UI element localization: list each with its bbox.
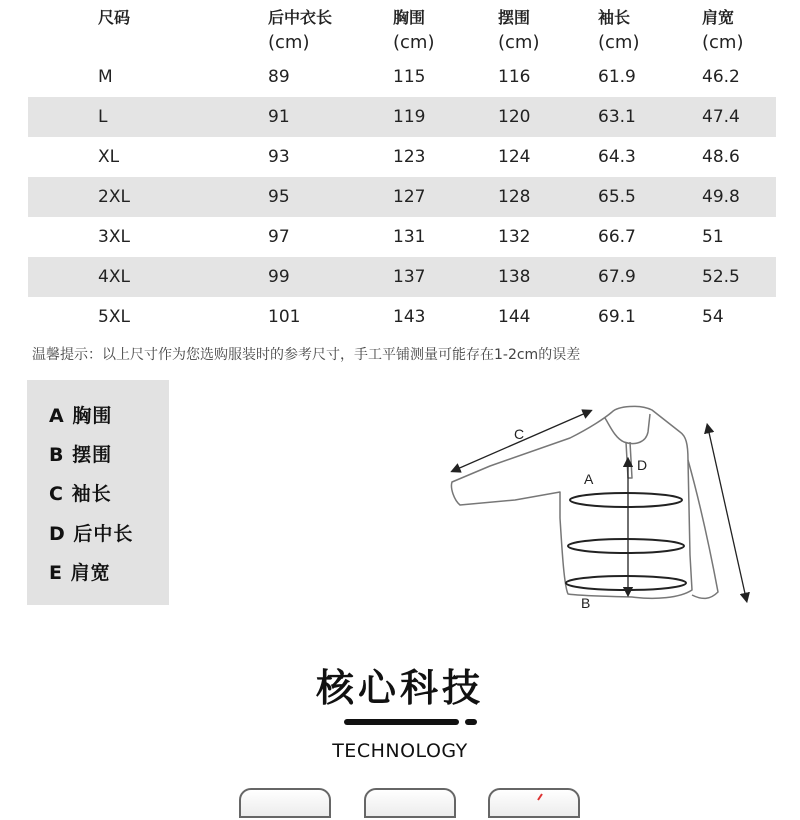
cell-back-length: 97 [268,227,290,247]
measurement-note: 温馨提示：以上尺寸作为您选购服装时的参考尺寸，手工平铺测量可能存在1-2cm的误差 [32,347,581,363]
cell-back-length: 91 [268,107,290,127]
cell-chest: 143 [393,307,426,327]
cell-hem: 132 [498,227,531,247]
cell-chest: 137 [393,267,426,287]
cell-chest: 115 [393,67,426,87]
jacket-measurement-diagram [440,400,760,615]
header-chest: 胸围 (cm) [393,8,435,53]
legend-item-b: B 摆围 [49,444,113,466]
cell-shoulder: 49.8 [702,187,740,207]
cell-shoulder: 46.2 [702,67,740,87]
cell-sleeve: 67.9 [598,267,636,287]
cell-shoulder: 48.6 [702,147,740,167]
table-row [28,257,776,297]
cell-chest: 131 [393,227,426,247]
cell-chest: 123 [393,147,426,167]
chest-girth-ring [570,493,682,507]
diagram-label-c: C [514,426,525,442]
header-shoulder: 肩宽 (cm) [702,8,744,53]
cell-sleeve: 61.9 [598,67,636,87]
feature-icon-2 [364,788,456,818]
cell-sleeve: 65.5 [598,187,636,207]
cell-back-length: 95 [268,187,290,207]
cell-sleeve: 66.7 [598,227,636,247]
cell-chest: 119 [393,107,426,127]
cell-size: 4XL [98,267,130,287]
cell-sleeve: 64.3 [598,147,636,167]
cell-size: M [98,67,113,87]
table-row [28,97,776,137]
cell-shoulder: 51 [702,227,724,247]
cell-sleeve: 63.1 [598,107,636,127]
cell-size: L [98,107,108,127]
feature-icon-1 [239,788,331,818]
cell-shoulder: 52.5 [702,267,740,287]
cell-hem: 138 [498,267,531,287]
table-row [28,57,776,97]
feature-icon-3 [488,788,580,818]
cell-hem: 128 [498,187,531,207]
title-underline-dot [465,719,477,725]
cell-hem: 120 [498,107,531,127]
cell-chest: 127 [393,187,426,207]
technology-title: 核心科技 [315,666,484,710]
header-size: 尺码 [98,8,131,27]
header-sleeve: 袖长 (cm) [598,8,640,53]
cell-size: 2XL [98,187,130,207]
cell-size: XL [98,147,120,167]
header-hem: 摆围 (cm) [498,8,540,53]
header-back-length: 后中衣长 (cm) [268,8,333,53]
cell-back-length: 89 [268,67,290,87]
legend-item-a: A 胸围 [49,405,113,427]
cell-shoulder: 47.4 [702,107,740,127]
table-row [28,297,776,337]
diagram-label-b: B [581,595,591,611]
legend-item-d: D 后中长 [49,523,134,545]
cell-shoulder: 54 [702,307,724,327]
diagram-label-a: A [584,471,594,487]
cell-back-length: 99 [268,267,290,287]
table-row [28,177,776,217]
cell-size: 3XL [98,227,130,247]
cell-back-length: 101 [268,307,301,327]
cell-hem: 144 [498,307,531,327]
cell-hem: 116 [498,67,531,87]
size-table [28,0,776,337]
feature-accent-icon [490,790,578,816]
cell-back-length: 93 [268,147,290,167]
measurement-legend [27,380,169,605]
cell-sleeve: 69.1 [598,307,636,327]
waist-girth-ring [568,539,684,553]
technology-subtitle: TECHNOLOGY [332,740,468,762]
cell-hem: 124 [498,147,531,167]
title-underline [344,719,459,725]
table-row [28,217,776,257]
table-row [28,137,776,177]
diagram-label-d: D [637,457,648,473]
legend-item-c: C 袖长 [49,483,112,505]
size-table-header [28,0,776,57]
legend-item-e: E 肩宽 [49,562,111,584]
cell-size: 5XL [98,307,130,327]
size-table-body [28,57,776,337]
hem-girth-ring [566,576,686,590]
